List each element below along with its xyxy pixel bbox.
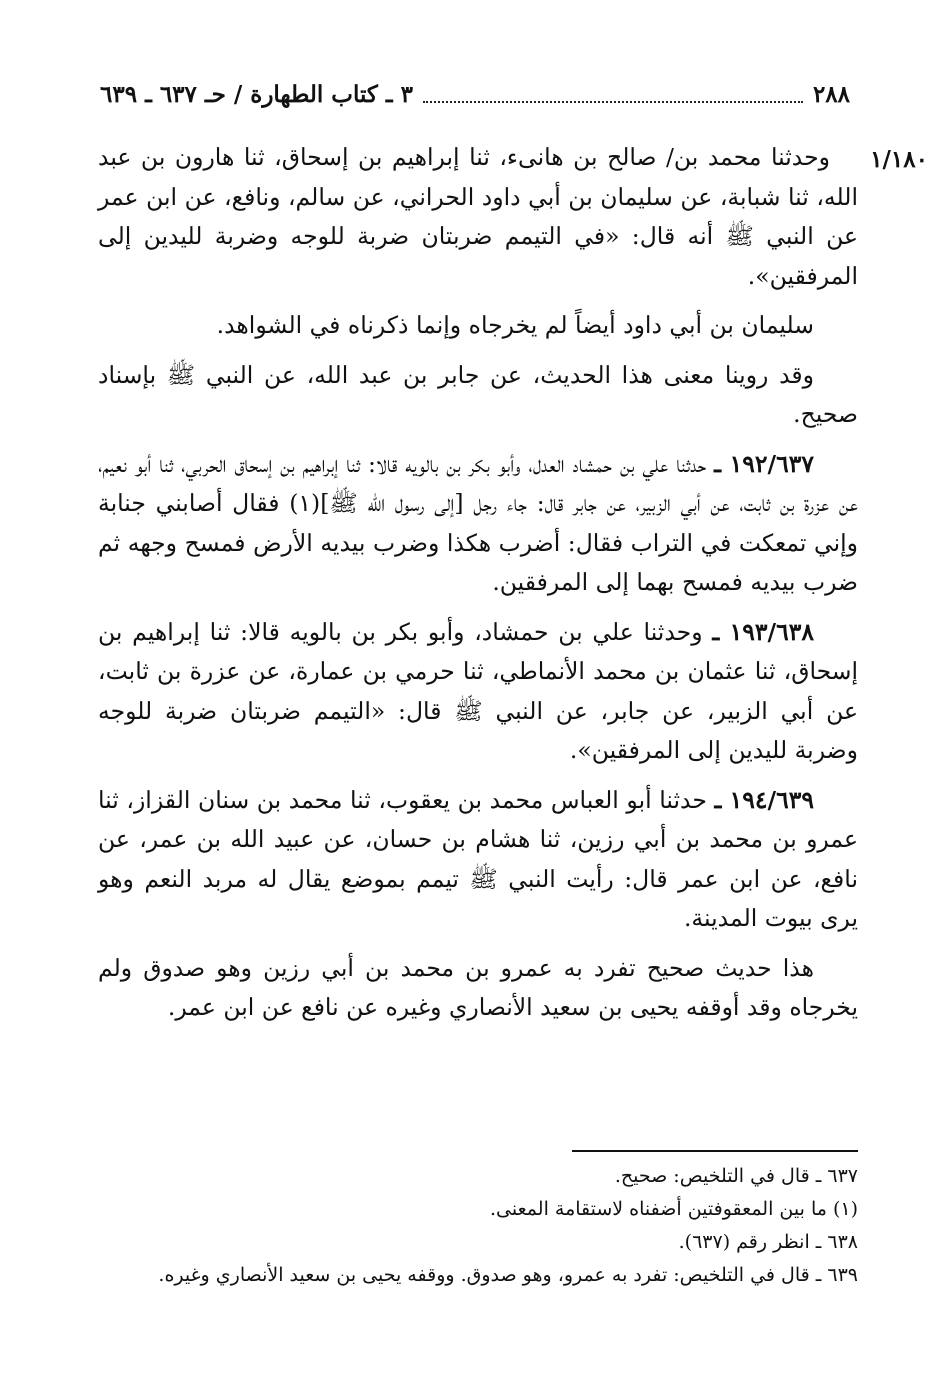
footnote: ٦٣٨ ـ انظر رقم (٦٣٧). bbox=[678, 1231, 858, 1253]
paragraph-text: هذا حديث صحيح تفرد به عمرو بن محمد بن أبي رزين وهو صدوق ولم يخرجاه وقد أوقفه يحيى بن سعيد الأنصاري وغيره عن نافع عن ابن عمر. bbox=[98, 953, 858, 1021]
paragraph bbox=[98, 781, 858, 939]
page-number: ٢٨٨ bbox=[812, 80, 850, 108]
header-leader-dots bbox=[423, 85, 803, 103]
margin-reference-number: ١/١٨٠ bbox=[870, 146, 928, 173]
footnotes bbox=[120, 1160, 858, 1292]
hadith-number: ١٩٤/٦٣٩ ـ bbox=[714, 785, 814, 814]
paragraph bbox=[98, 445, 858, 603]
paragraph bbox=[98, 949, 858, 1028]
footnote: (١) ما بين المعقوفتين أضفناه لاستقامة المعنى. bbox=[490, 1198, 858, 1220]
hadith-number: ١٩٣/٦٣٨ ـ bbox=[712, 617, 814, 646]
paragraph bbox=[98, 613, 858, 771]
footnote-separator bbox=[572, 1150, 858, 1152]
footnote: ٦٣٩ ـ قال في التلخيص: تفرد به عمرو، وهو صدوق. ووقفه يحيى بن سعيد الأنصاري وغيره. bbox=[158, 1264, 858, 1286]
hadith-number: ١٩٢/٦٣٧ ـ bbox=[714, 449, 814, 478]
main-text bbox=[98, 138, 858, 1038]
paragraph bbox=[98, 138, 858, 296]
paragraph bbox=[98, 356, 858, 435]
paragraph-text: وقد روينا معنى هذا الحديث، عن جابر بن عبد الله، عن النبي ﷺ بإسناد صحيح. bbox=[98, 360, 858, 428]
page-header bbox=[100, 74, 850, 114]
paragraph-text: وحدثنا محمد بن/ صالح بن هانىء، ثنا إبراهيم بن إسحاق، ثنا هارون بن عبد الله، ثنا شبابة، عن سليمان بن أبي داود الحراني، عن سالم، ونافع، عن ابن عمر عن النبي ﷺ أنه قال: «في التيمم ضربتان ضربة للوجه وضربة لليدين إلى المرفقين». bbox=[98, 143, 858, 290]
paragraph-text: سليمان بن أبي داود أيضاً لم يخرجاه وإنما ذكرناه في الشواهد. bbox=[216, 311, 814, 339]
paragraph bbox=[98, 306, 858, 346]
footnote: ٦٣٧ ـ قال في التلخيص: صحيح. bbox=[614, 1165, 858, 1187]
paragraph-text: وحدثنا علي بن حمشاد، وأبو بكر بن بالويه قالا: ثنا إبراهيم بن إسحاق، ثنا عثمان بن محمد الأنماطي، ثنا حرمي بن عمارة، عن عزرة بن ثابت، عن أبي الزبير، عن جابر، عن النبي ﷺ قال: «التيمم ضربتان ضربة للوجه وضربة لليدين إلى المرفقين». bbox=[98, 617, 858, 764]
paragraph-text: حدثنا أبو العباس محمد بن يعقوب، ثنا محمد بن سنان القزاز، ثنا عمرو بن محمد بن أبي رزين، ثنا هشام بن حسان، عن عبيد الله بن عمر، عن نافع، عن ابن عمر قال: رأيت النبي ﷺ تيمم بموضع يقال له مربد النعم وهو يرى بيوت المدينة. bbox=[98, 785, 858, 932]
paragraph-text: حدثنا علي بن حمشاد العدل، وأبو بكر بن بالويه قالا: ثنا إبراهيم بن إسحاق الحربي، ثنا أبو نعيم، عن عزرة بن ثابت، عن أبي الزبير، عن جابر قال: جاء رجل [إلى رسول الله ﷺ](١) فقال أصابني جنابة وإني تمعكت في التراب فقال: أضرب هكذا وضرب بيديه الأرض فمسح وجهه ثم ضرب بيديه فمسح بهما إلى المرفقين. bbox=[98, 449, 859, 596]
running-title: ٣ ـ كتاب الطهارة / حـ ٦٣٧ ـ ٦٣٩ bbox=[100, 80, 413, 108]
